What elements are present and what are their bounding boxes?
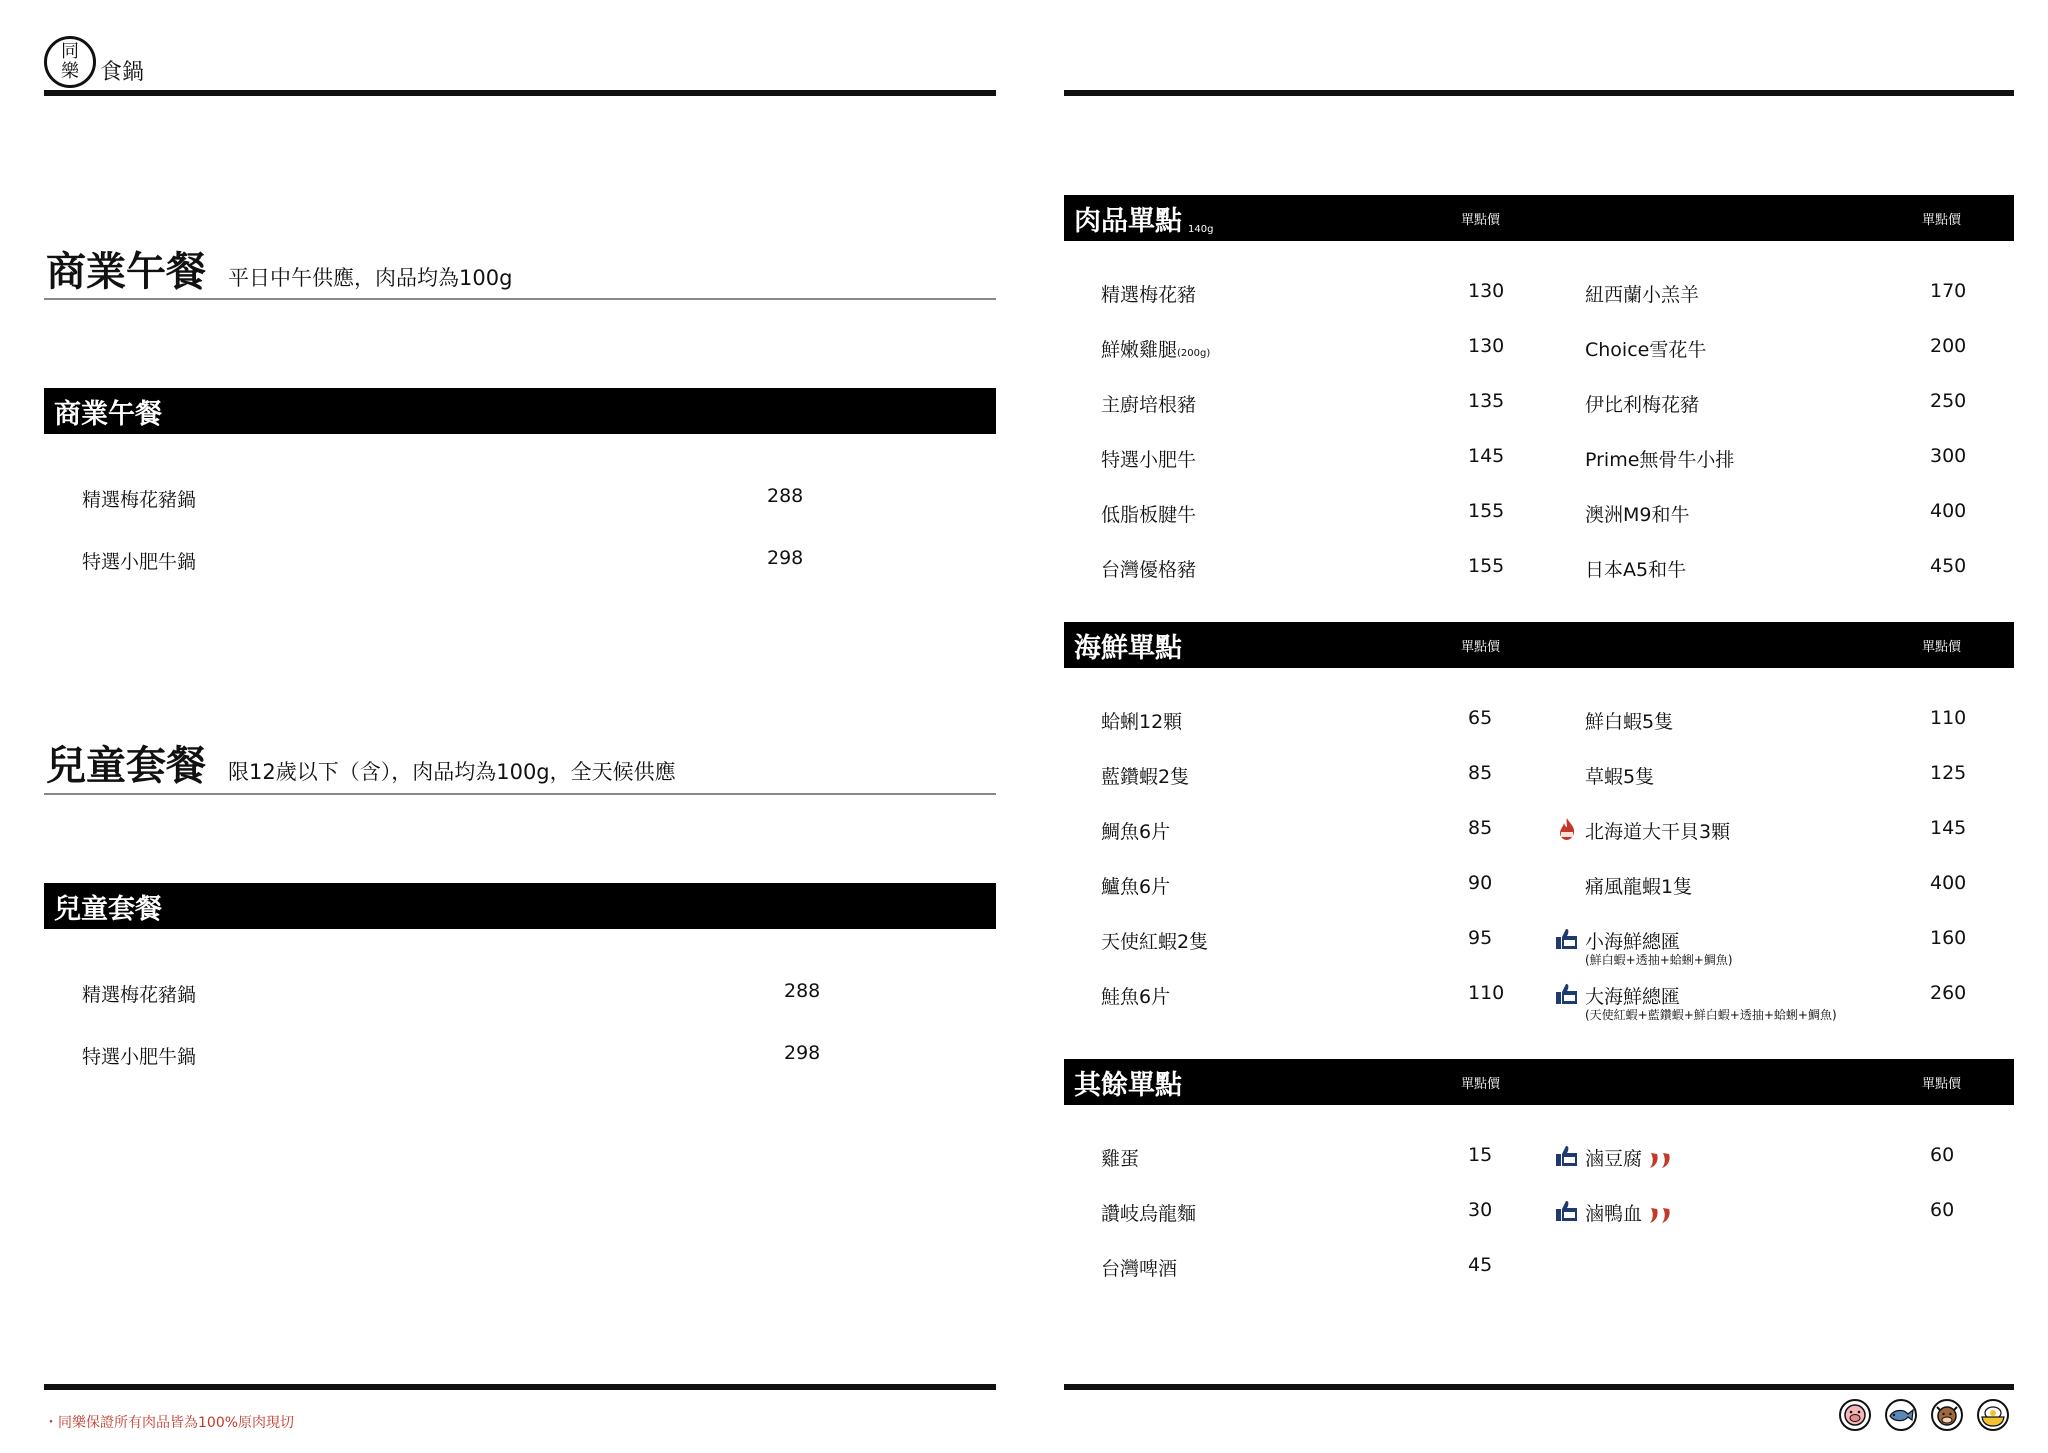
item-name: 澳洲M9和牛 bbox=[1585, 504, 1690, 526]
lunch-title: 商業午餐 bbox=[46, 248, 206, 295]
item-price: 60 bbox=[1930, 1199, 1955, 1221]
meat-bar bbox=[1064, 195, 2014, 241]
item-name: 精選梅花豬 bbox=[1101, 284, 1197, 306]
kids-title: 兒童套餐 bbox=[46, 742, 206, 789]
item-name: 雞蛋 bbox=[1101, 1148, 1140, 1170]
item-name: 藍鑽蝦2隻 bbox=[1101, 766, 1190, 788]
chili-icon bbox=[1648, 1151, 1676, 1169]
item-name: 特選小肥牛 bbox=[1101, 449, 1197, 471]
item-name: Choice雪花牛 bbox=[1585, 339, 1707, 361]
item-name: 鮮白蝦5隻 bbox=[1585, 711, 1674, 733]
lunch-title-rule bbox=[44, 298, 996, 300]
item-price: 30 bbox=[1468, 1199, 1493, 1221]
item-name: 痛風龍蝦1隻 bbox=[1585, 876, 1693, 898]
item-price: 155 bbox=[1468, 555, 1505, 577]
item-price: 130 bbox=[1468, 280, 1505, 302]
item-name: 鮭魚6片 bbox=[1101, 986, 1171, 1008]
kids-note: 限12歲以下（含），肉品均為100g，全天候供應 bbox=[228, 760, 676, 784]
item-price: 298 bbox=[767, 547, 804, 569]
logo bbox=[44, 28, 144, 88]
logo-circle bbox=[44, 36, 96, 88]
item-name-text: 滷鴨血 bbox=[1585, 1203, 1643, 1225]
kids-section-title bbox=[46, 734, 676, 791]
item-name: 台灣優格豬 bbox=[1101, 559, 1197, 581]
item-name: 低脂板腱牛 bbox=[1101, 504, 1197, 526]
logo-circle-top: 同 bbox=[61, 41, 79, 62]
thumbs-up-icon bbox=[1555, 1199, 1579, 1223]
meat-bar-label: 肉品單點 bbox=[1074, 205, 1182, 237]
item-price: 300 bbox=[1930, 445, 1967, 467]
item-description: (天使紅蝦+藍鑽蝦+鮮白蝦+透抽+蛤蜊+鯛魚) bbox=[1585, 1008, 1837, 1022]
price-header: 單點價 bbox=[1461, 1076, 1501, 1092]
item-description: (鮮白蝦+透抽+蛤蜊+鯛魚) bbox=[1585, 953, 1733, 967]
item-price: 85 bbox=[1468, 817, 1493, 839]
item-price: 90 bbox=[1468, 872, 1493, 894]
item-name bbox=[1585, 1199, 1676, 1226]
item-name: 大海鮮總匯 bbox=[1585, 986, 1681, 1008]
item-price: 125 bbox=[1930, 762, 1967, 784]
lunch-bar bbox=[44, 388, 996, 434]
item-price: 65 bbox=[1468, 707, 1493, 729]
thumbs-up-icon bbox=[1555, 927, 1579, 951]
item-name: 日本A5和牛 bbox=[1585, 559, 1687, 581]
logo-text: 食鍋 bbox=[100, 60, 145, 85]
price-header: 單點價 bbox=[1461, 639, 1501, 655]
item-price: 60 bbox=[1930, 1144, 1955, 1166]
thumbs-up-icon bbox=[1555, 1144, 1579, 1168]
item-price: 155 bbox=[1468, 500, 1505, 522]
seafood-bar-label: 海鮮單點 bbox=[1074, 632, 1182, 664]
item-name: 讚岐烏龍麵 bbox=[1101, 1203, 1197, 1225]
price-header: 單點價 bbox=[1461, 212, 1501, 228]
item-name: 鯛魚6片 bbox=[1101, 821, 1171, 843]
item-price: 130 bbox=[1468, 335, 1505, 357]
item-price: 85 bbox=[1468, 762, 1493, 784]
item-name: 主廚培根豬 bbox=[1101, 394, 1197, 416]
item-name: 紐西蘭小羔羊 bbox=[1585, 284, 1700, 306]
others-bar-label: 其餘單點 bbox=[1074, 1069, 1182, 1101]
item-name: 精選梅花豬鍋 bbox=[82, 984, 197, 1006]
thumbs-up-icon bbox=[1555, 982, 1579, 1006]
kids-bar-label: 兒童套餐 bbox=[54, 893, 162, 925]
item-price: 145 bbox=[1468, 445, 1505, 467]
item-name: 草蝦5隻 bbox=[1585, 766, 1655, 788]
item-price: 15 bbox=[1468, 1144, 1493, 1166]
item-price: 160 bbox=[1930, 927, 1967, 949]
item-price: 288 bbox=[767, 485, 804, 507]
item-price: 110 bbox=[1930, 707, 1967, 729]
logo-circle-bottom: 樂 bbox=[61, 61, 79, 82]
fish-icon bbox=[1884, 1398, 1918, 1432]
lunch-note: 平日中午供應，肉品均為100g bbox=[228, 266, 513, 290]
kids-title-rule bbox=[44, 793, 996, 795]
item-price: 288 bbox=[784, 980, 821, 1002]
item-name: 精選梅花豬鍋 bbox=[82, 489, 197, 511]
item-name: 北海道大干貝3顆 bbox=[1585, 821, 1731, 843]
egg-bowl-icon bbox=[1976, 1398, 2010, 1432]
item-name-text: 鮮嫩雞腿 bbox=[1101, 339, 1178, 361]
item-name-text: 滷豆腐 bbox=[1585, 1148, 1643, 1170]
lunch-bar-label: 商業午餐 bbox=[54, 398, 162, 430]
item-name bbox=[1101, 335, 1210, 362]
item-price: 95 bbox=[1468, 927, 1493, 949]
item-price: 170 bbox=[1930, 280, 1967, 302]
item-name: 台灣啤酒 bbox=[1101, 1258, 1178, 1280]
item-name: 伊比利梅花豬 bbox=[1585, 394, 1700, 416]
item-price: 260 bbox=[1930, 982, 1967, 1004]
item-name: 小海鮮總匯 bbox=[1585, 931, 1681, 953]
hot-flame-icon bbox=[1555, 817, 1579, 841]
item-name: 特選小肥牛鍋 bbox=[82, 1046, 197, 1068]
item-price: 145 bbox=[1930, 817, 1967, 839]
item-name bbox=[1585, 1144, 1676, 1171]
meat-bar-sub: 140g bbox=[1188, 224, 1214, 235]
item-name: Prime無骨牛小排 bbox=[1585, 449, 1735, 471]
pig-icon bbox=[1838, 1398, 1872, 1432]
item-price: 298 bbox=[784, 1042, 821, 1064]
item-price: 400 bbox=[1930, 500, 1967, 522]
footnote: ・同樂保證所有肉品皆為100%原肉現切 bbox=[44, 1415, 295, 1431]
kids-bar bbox=[44, 883, 996, 929]
item-price: 135 bbox=[1468, 390, 1505, 412]
item-name: 蛤蜊12顆 bbox=[1101, 711, 1183, 733]
price-header: 單點價 bbox=[1922, 212, 1962, 228]
item-name: 鱸魚6片 bbox=[1101, 876, 1171, 898]
chili-icon bbox=[1648, 1206, 1676, 1224]
item-price: 110 bbox=[1468, 982, 1505, 1004]
item-price: 400 bbox=[1930, 872, 1967, 894]
lunch-section-title bbox=[46, 240, 512, 297]
price-header: 單點價 bbox=[1922, 1076, 1962, 1092]
seafood-bar bbox=[1064, 622, 2014, 668]
item-name: 特選小肥牛鍋 bbox=[82, 551, 197, 573]
item-name: 天使紅蝦2隻 bbox=[1101, 931, 1209, 953]
item-price: 45 bbox=[1468, 1254, 1493, 1276]
right-bottom-rule bbox=[1064, 1384, 2014, 1390]
others-bar bbox=[1064, 1059, 2014, 1105]
right-top-rule bbox=[1064, 90, 2014, 96]
left-bottom-rule bbox=[44, 1384, 996, 1390]
item-name-note: (200g) bbox=[1177, 348, 1211, 359]
cow-icon bbox=[1930, 1398, 1964, 1432]
item-price: 450 bbox=[1930, 555, 1967, 577]
item-price: 250 bbox=[1930, 390, 1967, 412]
left-top-rule bbox=[44, 90, 996, 96]
price-header: 單點價 bbox=[1922, 639, 1962, 655]
item-price: 200 bbox=[1930, 335, 1967, 357]
